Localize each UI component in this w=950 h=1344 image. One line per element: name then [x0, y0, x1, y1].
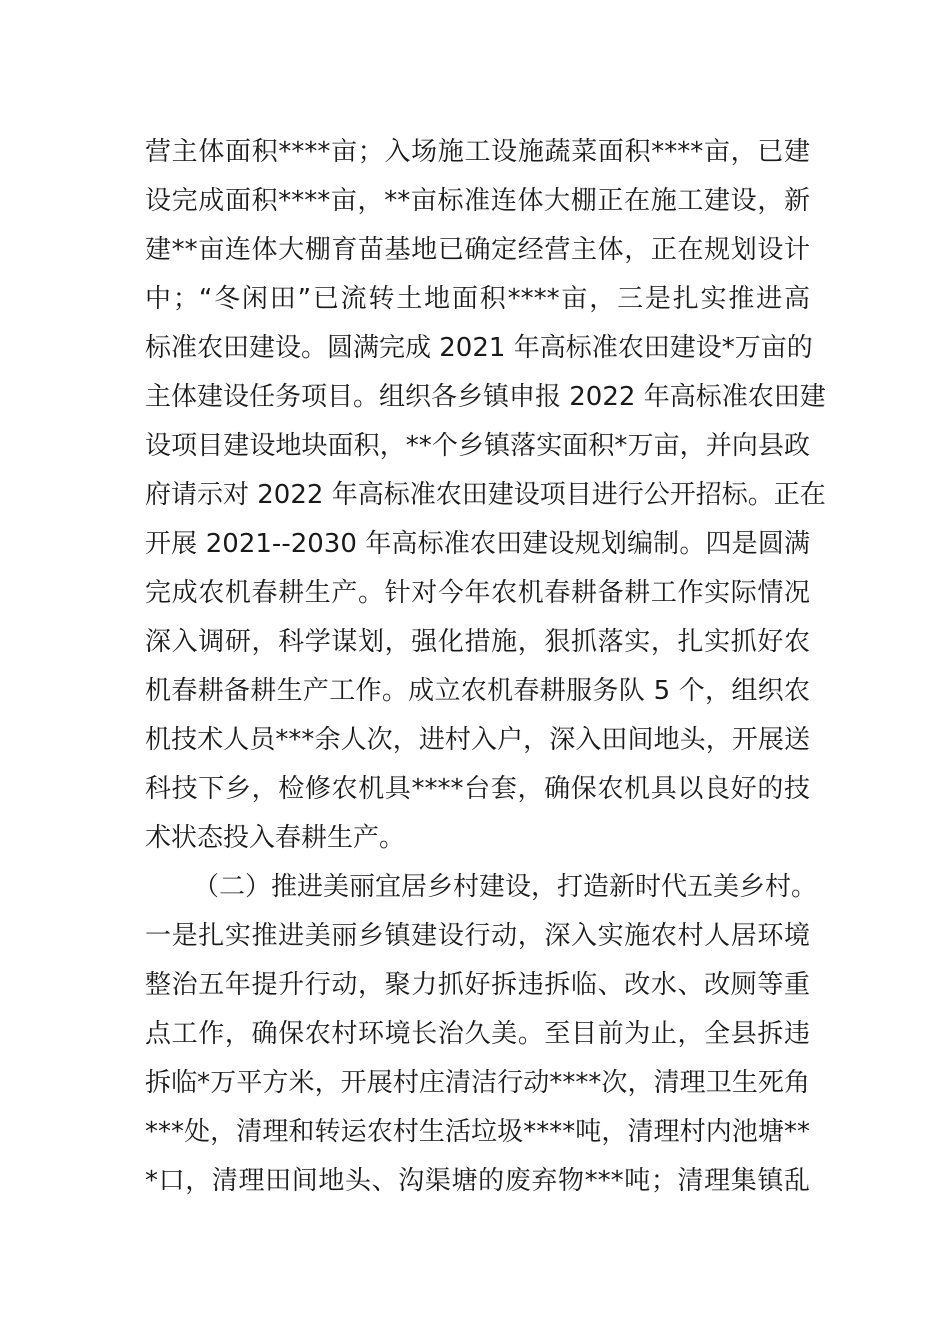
text-line: 机技术人员***余人次，进村入户，深入田间地头，开展送 — [145, 725, 810, 755]
text-line: 完成农机春耕生产。针对今年农机春耕备耕工作实际情况 — [145, 578, 810, 608]
text-line: 设完成面积****亩，**亩标准连体大棚正在施工建设，新 — [145, 186, 810, 216]
text-line: 主体建设任务项目。组织各乡镇申报 2022 年高标准农田建 — [145, 382, 826, 412]
text-line: 开展 2021--2030 年高标准农田建设规划编制。四是圆满 — [145, 529, 810, 559]
text-line: 整治五年提升行动，聚力抓好拆违拆临、改水、改厕等重 — [145, 970, 810, 1000]
paragraph-beautiful-villages — [145, 863, 818, 1206]
text-line: 标准农田建设。圆满完成 2021 年高标准农田建设*万亩的 — [145, 333, 813, 363]
text-line: 术状态投入春耕生产。 — [145, 823, 406, 853]
document-body — [145, 128, 826, 1206]
text-line: 科技下乡，检修农机具****台套，确保农机具以良好的技 — [145, 774, 810, 804]
text-line: 一是扎实推进美丽乡镇建设行动，深入实施农村人居环境 — [145, 921, 810, 951]
text-line: 机春耕备耕生产工作。成立农机春耕服务队 5 个，组织农 — [145, 676, 810, 706]
text-line: ***处，清理和转运农村生活垃圾****吨，清理村内池塘** — [145, 1117, 810, 1147]
text-line: 设项目建设地块面积，**个乡镇落实面积*万亩，并向县政 — [145, 431, 810, 461]
text-line: 深入调研，科学谋划，强化措施，狠抓落实，扎实抓好农 — [145, 627, 810, 657]
section-heading-line: （二）推进美丽宜居乡村建设，打造新时代五美乡村。 — [193, 872, 818, 902]
text-line: 府请示对 2022 年高标准农田建设项目进行公开招标。正在 — [145, 480, 826, 510]
text-line: 中；“冬闲田”已流转土地面积****亩，三是扎实推进高 — [145, 284, 810, 314]
text-line: *口，清理田间地头、沟渠塘的废弃物***吨；清理集镇乱 — [145, 1166, 810, 1196]
text-line: 营主体面积****亩；入场施工设施蔬菜面积****亩，已建 — [145, 137, 810, 167]
text-line: 点工作，确保农村环境长治久美。至目前为止，全县拆违 — [145, 1019, 810, 1049]
paragraph-farmland-machinery — [145, 128, 826, 863]
text-line: 建**亩连体大棚育苗基地已确定经营主体，正在规划设计 — [145, 235, 810, 265]
text-line: 拆临*万平方米，开展村庄清洁行动****次，清理卫生死角 — [145, 1068, 810, 1098]
